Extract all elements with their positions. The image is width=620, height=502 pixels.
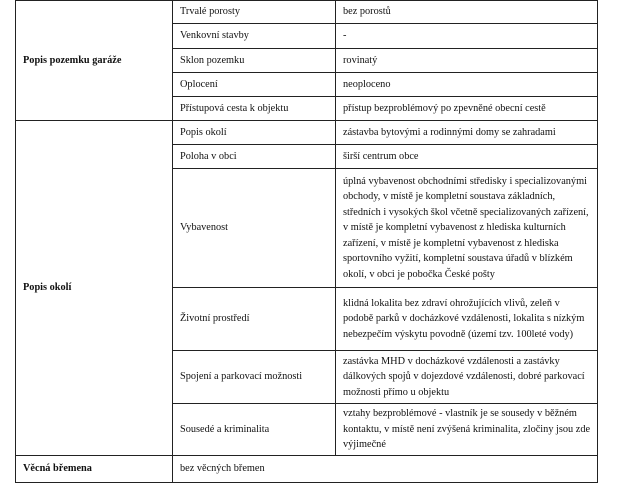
row-label: Trvalé porosty bbox=[173, 1, 336, 24]
row-value: vztahy bezproblémové - vlastník je se sousedy v běžném kontaktu, v místě není zvýšená kriminalita, zločiny jsou zde výjimečné bbox=[336, 404, 598, 456]
row-label: Sklon pozemku bbox=[173, 49, 336, 73]
row-value: neoploceno bbox=[336, 73, 598, 97]
section-title-surroundings: Popis okolí bbox=[16, 121, 173, 456]
row-label: Přístupová cesta k objektu bbox=[173, 97, 336, 121]
row-value: bez porostů bbox=[336, 1, 598, 24]
table-row bbox=[16, 455, 598, 482]
row-label: Sousedé a kriminalita bbox=[173, 404, 336, 456]
table-row bbox=[16, 121, 598, 145]
table-row bbox=[16, 1, 598, 24]
row-label: Venkovní stavby bbox=[173, 24, 336, 49]
row-value: širší centrum obce bbox=[336, 145, 598, 169]
row-value: klidná lokalita bez zdraví ohrožujících vlivů, zeleň v podobě parků v docházkové vzdálenosti, lokalita s nízkým nebezpečím výskytu povodně (území tzv. 100leté vody) bbox=[336, 288, 598, 351]
row-label: Poloha v obci bbox=[173, 145, 336, 169]
row-value: bez věcných břemen bbox=[173, 455, 598, 482]
row-value: - bbox=[336, 24, 598, 49]
row-value: zástavba bytovými a rodinnými domy se zahradami bbox=[336, 121, 598, 145]
row-value: úplná vybavenost obchodními středisky i specializovanými obchody, v místě je kompletní soustava základních, středních i vysokých škol včetně specializovaných zařízení, v místě je kompletní vybavenost z hlediska kulturních zařízení, v místě je kompletní vybavenost z hlediska sportovního vyžití, kompletní soustava úřadů v blízkém okolí, v obci je pobočka České pošty bbox=[336, 169, 598, 288]
row-value: rovinatý bbox=[336, 49, 598, 73]
row-label: Oplocení bbox=[173, 73, 336, 97]
row-value: přístup bezproblémový po zpevněné obecní cestě bbox=[336, 97, 598, 121]
row-value: zastávka MHD v docházkové vzdálenosti a zastávky dálkových spojů v dojezdové vzdálenosti, dobré parkovací možnosti přímo u objektu bbox=[336, 351, 598, 404]
row-label: Životní prostředí bbox=[173, 288, 336, 351]
section-title-easements: Věcná břemena bbox=[16, 455, 173, 482]
row-label: Vybavenost bbox=[173, 169, 336, 288]
row-label: Spojení a parkovací možnosti bbox=[173, 351, 336, 404]
property-description-table bbox=[15, 0, 598, 483]
row-label: Popis okolí bbox=[173, 121, 336, 145]
section-title-garage-plot: Popis pozemku garáže bbox=[16, 1, 173, 121]
